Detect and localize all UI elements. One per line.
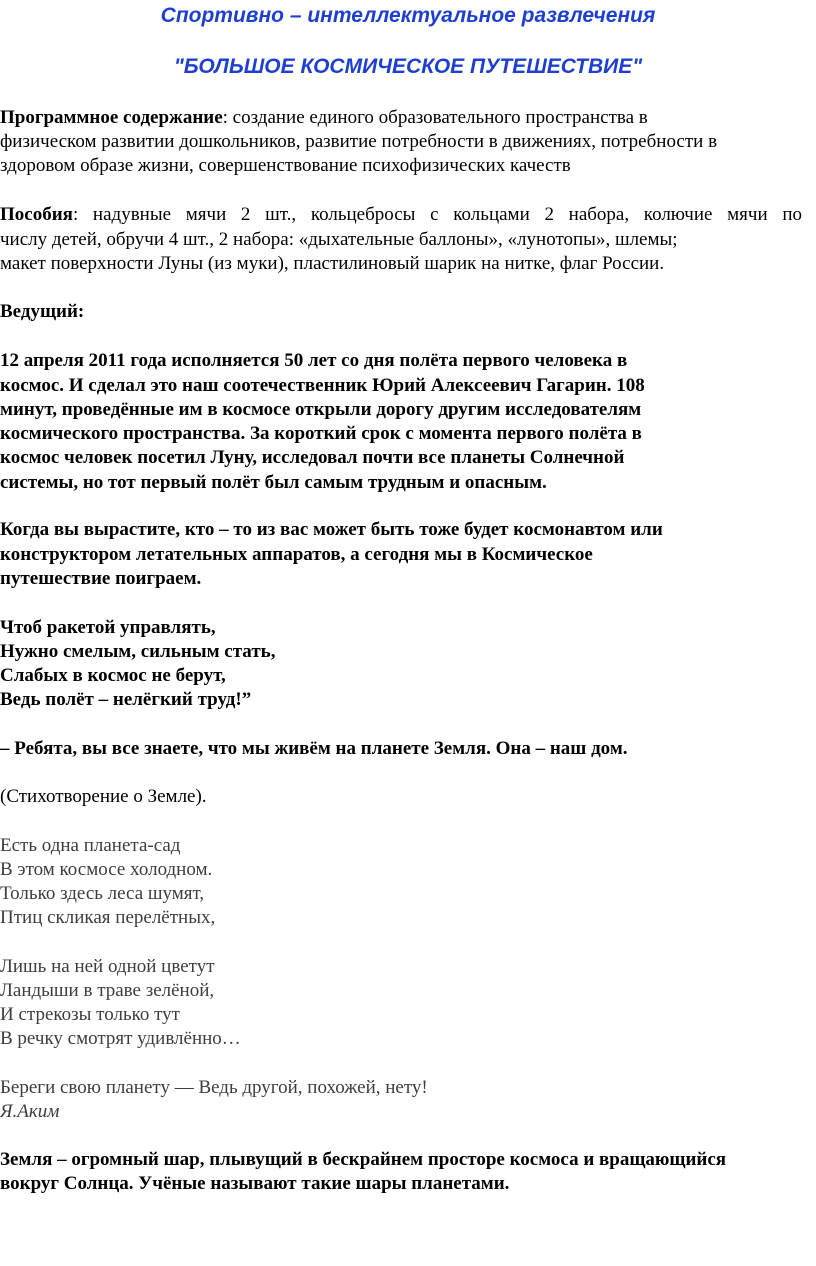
intro-line-2: космос. И сделал это наш соотечественник Юрий Алексеевич Гагарин. 108 [0,375,645,396]
earth-intro: – Ребята, вы все знаете, что мы живём на планете Земля. Она – наш дом. [0,738,628,759]
earth-fact-line-1: Земля – огромный шар, плывущий в бескрайнем просторе космоса и вращающийся [0,1149,727,1170]
program-text-1: : создание единого образовательного пространства в [222,107,648,128]
program-line-3: здоровом образе жизни, совершенствование психофизических качеств [0,155,571,176]
rhyme-line-4: Ведь полёт – нелёгкий труд!” [0,689,252,710]
rhyme-line-3: Слабых в космос не берут, [0,665,226,686]
materials-text-1: : надувные мячи 2 шт., кольцебросы с кольцами 2 набора, колючие мячи по [72,204,802,225]
rhyme-line-2: Нужно смелым, сильным стать, [0,641,276,662]
materials-label: Пособия [0,204,73,225]
program-line-1 [0,106,648,130]
invite-line-3: путешествие поиграем. [0,568,202,589]
poem-line: В речку смотрят удивлённо… [0,1028,241,1049]
program-label: Программное содержание [0,107,223,128]
intro-line-6: системы, но тот первый полёт был самым трудным и опасным. [0,472,547,493]
materials-line-3: макет поверхности Луны (из муки), пластилиновый шарик на нитке, флаг России. [0,253,665,274]
poem-line: Ландыши в траве зелёной, [0,980,215,1001]
earth-fact-line-2: вокруг Солнца. Учёные называют такие шары планетами. [0,1173,510,1194]
intro-line-1: 12 апреля 2011 года исполняется 50 лет со дня полёта первого человека в [0,350,628,371]
host-label: Ведущий: [0,301,85,322]
poem-line: Только здесь леса шумят, [0,883,205,904]
intro-line-3: минут, проведённые им в космосе открыли дорогу другим исследователям [0,399,642,420]
poem-line: И стрекозы только тут [0,1004,180,1025]
invite-line-1: Когда вы вырастите, кто – то из вас может быть тоже будет космонавтом или [0,519,663,540]
document-title: Спортивно – интеллектуальное развлечения [160,4,656,27]
intro-line-4: космического пространства. За короткий срок с момента первого полёта в [0,423,642,444]
invite-line-2: конструктором летательных аппаратов, а сегодня мы в Космическое [0,544,593,565]
poem-note: (Стихотворение о Земле). [0,786,207,807]
poem-line: Птиц скликая перелётных, [0,907,216,928]
document-subtitle: "БОЛЬШОЕ КОСМИЧЕСКОЕ ПУТЕШЕСТВИЕ" [173,55,643,78]
poem-line: Лишь на ней одной цветут [0,956,215,977]
poem-line: В этом космосе холодном. [0,859,213,880]
poem-closing: Береги свою планету — Ведь другой, похожей, нету! [0,1077,428,1098]
materials-line-2: числу детей, обручи 4 шт., 2 набора: «дыхательные баллоны», «лунотопы», шлемы; [0,229,678,250]
poem-author: Я.Аким [0,1101,60,1122]
intro-line-5: космос человек посетил Луну, исследовал почти все планеты Солнечной [0,447,625,468]
poem-line: Есть одна планета-сад [0,835,181,856]
materials-line-1 [0,203,802,227]
rhyme-line-1: Чтоб ракетой управлять, [0,617,216,638]
program-line-2: физическом развитии дошкольников, развитие потребности в движениях, потребности в [0,131,718,152]
